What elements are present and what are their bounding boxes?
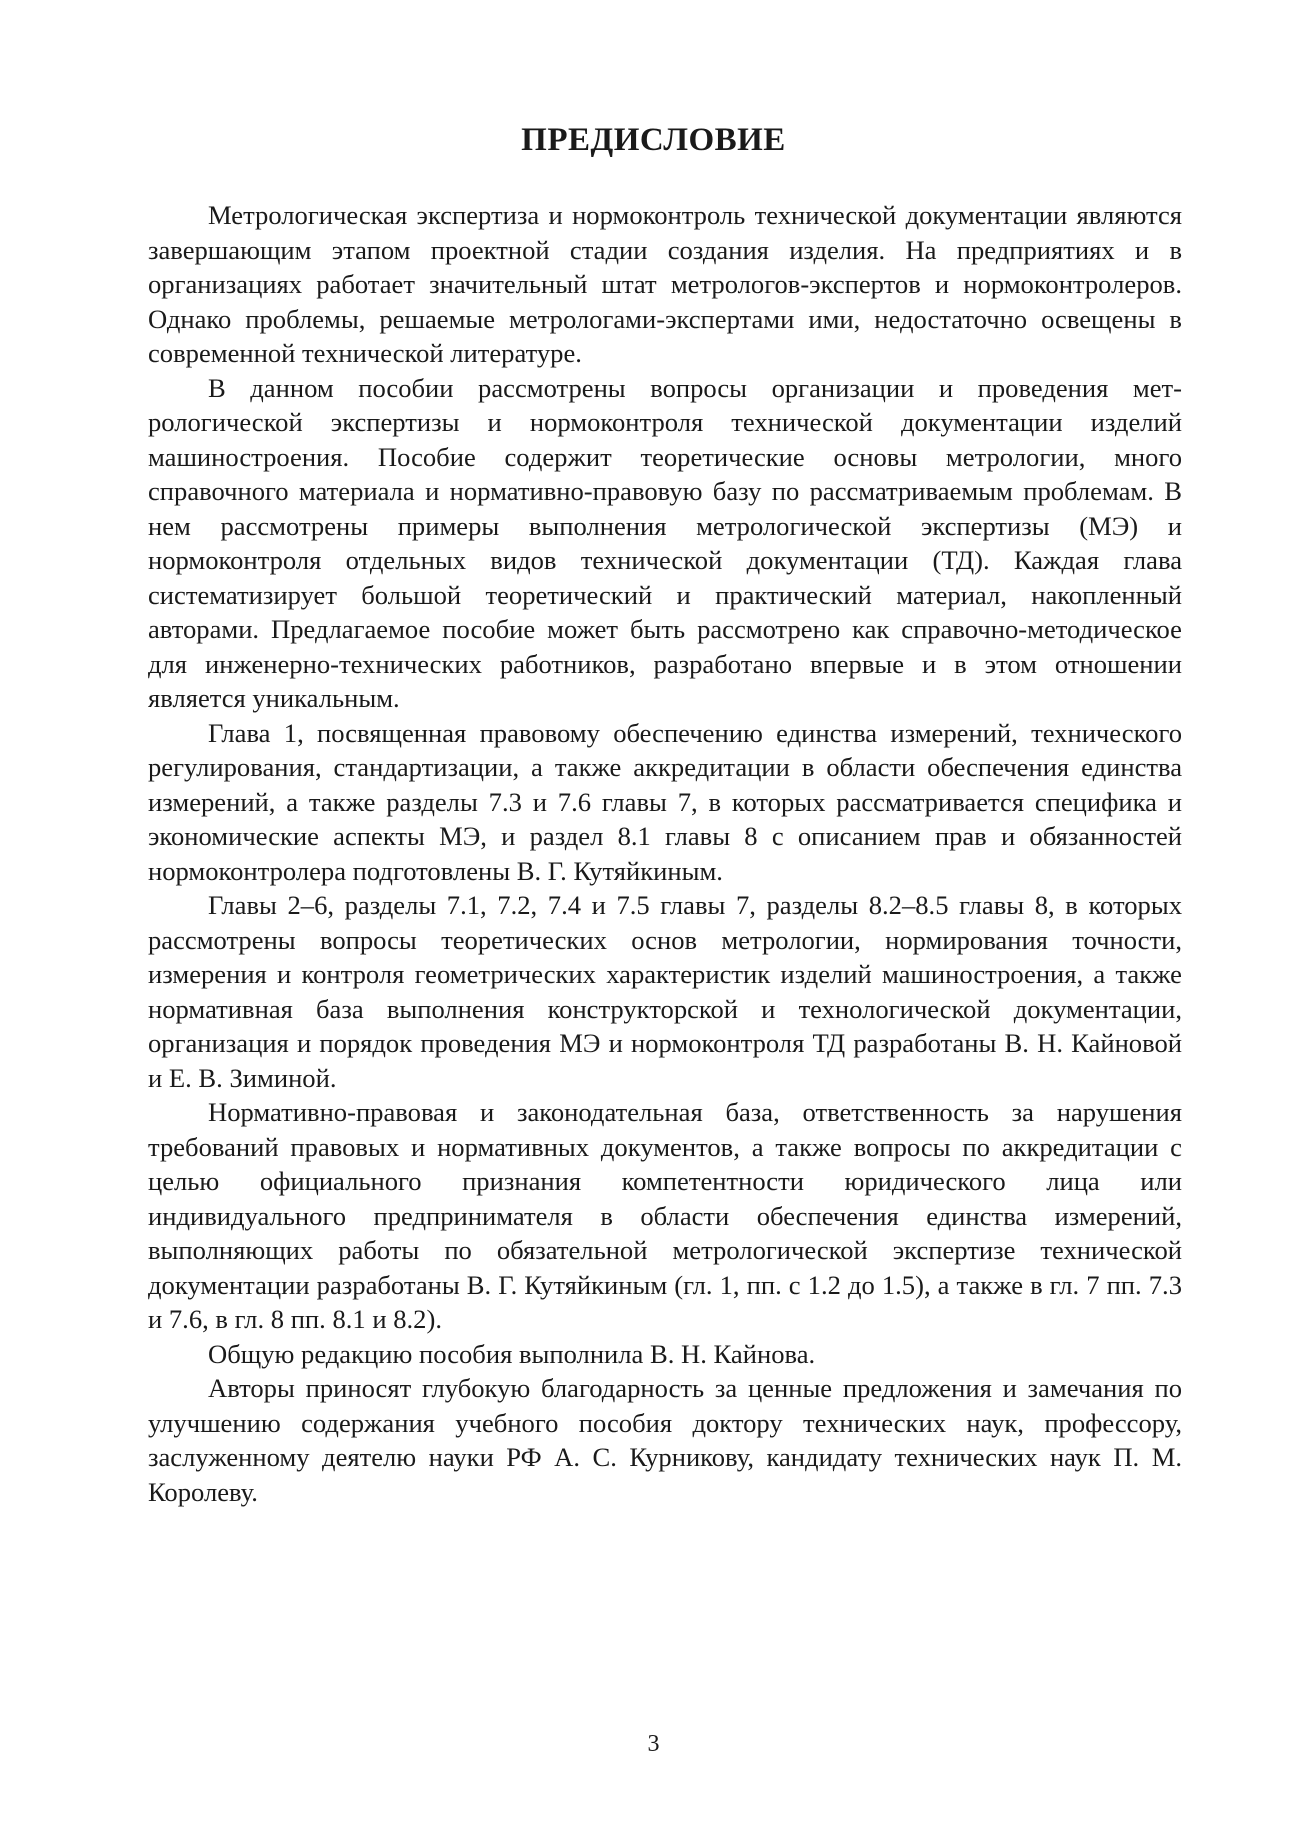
body-text — [148, 198, 1182, 1509]
paragraph-chapter-1: Глава 1, посвященная правовому обеспечению единства измерений, технического регулирования, стандартизации, а также аккредитации в области обеспечения единства измерений, а также разделы 7.3 и 7.6 главы 7, в которых рассматривается специфика и экономические аспекты МЭ, и раздел 8.1 главы 8 с описанием прав и обязанностей нормоконтролера подготовлены В. Г. Кутяйкиным. — [148, 717, 1182, 886]
paragraph-acknowledgements: Авторы приносят глубокую благодарность за ценные предложения и замечания по улучшению содержания учебного пособия доктору технических наук, профессору, заслуженному деятелю науки РФ А. С. Курникову, кандидату технических наук П. М. Королеву. — [148, 1373, 1182, 1507]
paragraph-legal-base: Нормативно-правовая и законодательная база, ответственность за нарушения требований правовых и нормативных документов, а также вопросы по аккредитации с целью официального признания компетентности юридического лица или индивидуального предпринимателя в области обеспечения единства измерений, выполняющих работы по обязательной метрологической экспертизе технической документации разработаны В. Г. Кутяйкиным (гл. 1, пп. с 1.2 до 1.5), а также в гл. 7 пп. 7.3 и 7.6, в гл. 8 пп. 8.1 и 8.2). — [148, 1097, 1182, 1334]
paragraph-intro: Метрологическая экспертиза и нормоконтроль технической документации являются завершающим этапом проектной стадии создания изделия. На предприятиях и в организациях работает значительный штат метрологов-экспертов и нормоконтролеров. Однако проблемы, решаемые метрологами-экспертами ими, недостаточно освещены в современной технической литературе. — [148, 200, 1182, 368]
page-title: ПРЕДИСЛОВИЕ — [521, 122, 786, 158]
paragraph-chapters-2-6: Главы 2–6, разделы 7.1, 7.2, 7.4 и 7.5 главы 7, разделы 8.2–8.5 главы 8, в которых рассмотрены вопросы теоретических основ метрологии, нормирования точности, измерения и контроля геометрических характеристик изделий машиностроения, а также нормативная база выполнения конструкторской и технологической документации, организация и порядок проведения МЭ и нормоконтроля ТД разработаны В. Н. Кайновой и Е. В. Зиминой. — [148, 890, 1182, 1093]
page-number: 3 — [647, 1731, 660, 1757]
paragraph-general-editing: Общую редакцию пособия выполнила В. Н. Кайнова. — [208, 1338, 816, 1369]
paragraph-manual-content: В данном пособии рассмотрены вопросы организации и проведения метрологической экспертизы и нормоконтроля технической документации изделий машиностроения. Пособие содержит теоретические основы метрологии, много справочного материала и нормативно-правовую базу по рассматриваемым проблемам. В нем рассмотрены примеры выполнения метрологической экспертизы (МЭ) и нормоконтроля отдельных видов технической документации (ТД). Каждая глава систематизирует большой теоретический и практический материал, накопленный авторами. Предлагаемое пособие может быть рассмотрено как справочно-методическое для инженерно-технических работников, разработано впервые и в этом отношении является уникальным. — [148, 372, 1182, 713]
